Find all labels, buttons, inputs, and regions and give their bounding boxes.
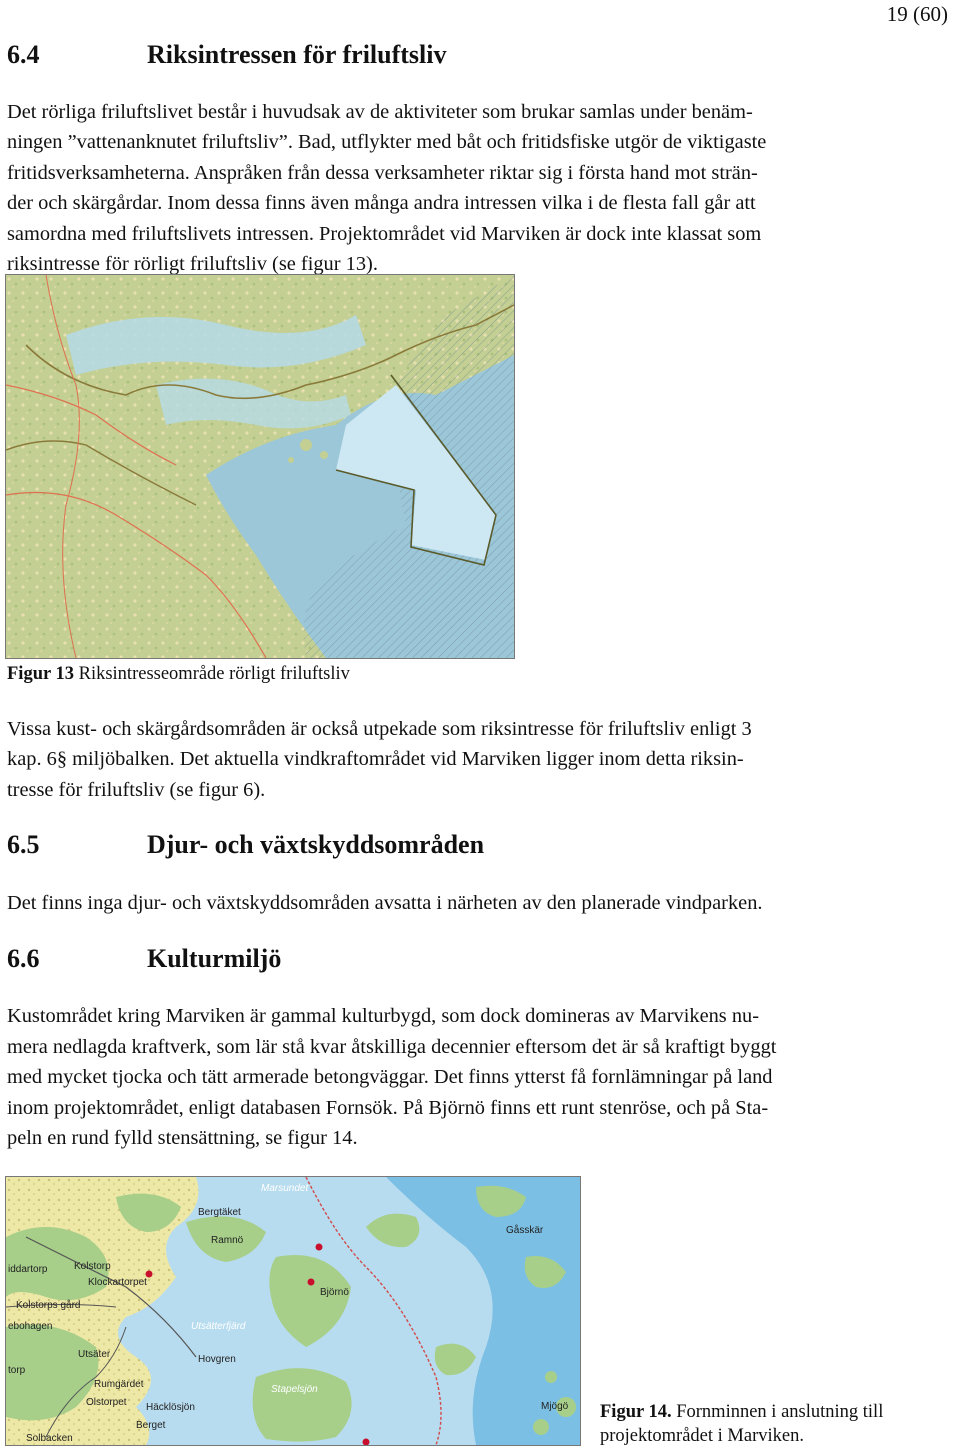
section-6-6-paragraph (7, 1001, 957, 1154)
map-label-rebohagen: ebohagen (8, 1321, 53, 1332)
text-line: kap. 6§ miljöbalken. Det aktuella vindkraftområdet vid Marviken ligger inom detta riksin- (7, 748, 744, 771)
text-line: peln en rund fylld stensättning, se figur 14. (7, 1127, 358, 1149)
map-label-liddartorp: iddartorp (8, 1264, 48, 1275)
section-6-4-heading (7, 40, 707, 76)
section-6-6-heading (7, 944, 707, 980)
text-line: Det rörliga friluftslivet består i huvudsak av de aktiviteter som brukar samlas under benäm- (7, 101, 753, 123)
map-label-kolstorps-gard: Kolstorps gård (16, 1300, 81, 1311)
map-label-ramno: Ramnö (211, 1235, 244, 1246)
fornlamning-marker (308, 1279, 315, 1286)
map-label-olstorpet: Olstorpet (86, 1397, 127, 1408)
text-line: tresse för friluftsliv (se figur 6). (7, 778, 266, 801)
text-line: der och skärgårdar. Inom dessa finns även många andra intressen vilka i de flesta fall går att (7, 192, 756, 215)
map-label-rumgardet: Rumgärdet (94, 1379, 144, 1390)
text-line: riksintresse för rörligt friluftsliv (se figur 13). (7, 253, 378, 276)
page-number: 19 (60) (886, 2, 948, 26)
map-label-berget: Berget (136, 1420, 166, 1431)
map-label-hackelsjon: Häcklösjön (146, 1402, 195, 1413)
map-label-mjogo: Mjögö (541, 1401, 569, 1412)
map-label-stapelsjon: Stapelsjön (271, 1384, 318, 1395)
text-line: samordna med friluftslivets intressen. Projektområdet vid Marviken är dock inte klassat som (7, 222, 762, 245)
map-label-utsater: Utsäter (78, 1349, 111, 1360)
map-label-solbacken: Solbacken (26, 1433, 73, 1444)
figure-label: Figur 13 (7, 664, 74, 684)
map-label-gasskar: Gåsskär (506, 1225, 544, 1236)
riksintresse-paragraph (7, 714, 953, 805)
figure-14-caption (600, 1400, 956, 1448)
section-6-5-paragraph (7, 888, 953, 918)
text-line: fritidsverksamheterna. Anspråken från dessa verksamheter riktar sig i första hand mot strän- (7, 161, 758, 184)
figure-13-caption (7, 664, 707, 685)
text-line: med mycket tjocka och tätt armerade betongväggar. Det finns ytterst få fornlämningar på land (7, 1066, 773, 1088)
text-line: Det finns inga djur- och växtskyddsområden avsatta i närheten av den planerade vindparken. (7, 892, 763, 914)
section-6-5-heading (7, 830, 707, 866)
section-number: 6.6 (7, 944, 40, 973)
fornlamning-marker (316, 1244, 323, 1251)
figure-13-map (5, 274, 515, 659)
text-line: inom projektområdet, enligt databasen Fornsök. På Björnö finns ett runt stenröse, och på Sta- (7, 1096, 769, 1119)
map-label-bergtaket: Bergtäket (198, 1207, 241, 1218)
section-title: Riksintressen för friluftsliv (147, 40, 447, 69)
section-number: 6.4 (7, 40, 40, 69)
figure-label: Figur 14. (600, 1402, 672, 1422)
map-label-klockartorpet: Klockartorpet (88, 1277, 147, 1288)
section-title: Kulturmiljö (147, 944, 282, 973)
section-title: Djur- och växtskyddsområden (147, 830, 485, 859)
map-label-marsundet: Marsundet (261, 1183, 309, 1194)
map-label-torp: torp (8, 1365, 26, 1376)
figure-caption-text: Riksintresseområde rörligt friluftsliv (73, 664, 350, 684)
text-line: Kustområdet kring Marviken är gammal kulturbygd, som dock domineras av Marvikens nu- (7, 1005, 760, 1027)
map-label-hovgren: Hovgren (198, 1354, 236, 1365)
figure-caption-text: Fornminnen i anslutning till (671, 1402, 884, 1422)
map-label-bjorno: Björnö (320, 1287, 349, 1298)
section-number: 6.5 (7, 830, 40, 859)
map-label-utsatterfjard: Utsätterfjärd (191, 1321, 246, 1332)
fornminnen-map-graphic (6, 1177, 580, 1445)
figure-14-map (5, 1176, 581, 1446)
text-line: mera nedlagda kraftverk, som lär stå kvar åtskilliga decennier eftersom det är så kraftigt byggt (7, 1035, 777, 1058)
figure-caption-text: projektområdet i Marviken. (600, 1426, 804, 1446)
map-label-kolstorp: Kolstorp (74, 1261, 111, 1272)
riksintresse-map-graphic (6, 275, 514, 658)
section-6-4-paragraph (7, 97, 953, 279)
text-line: ningen ”vattenanknutet friluftsliv”. Bad, utflykter med båt och fritidsfiske utgör de viktigaste (7, 131, 767, 154)
text-line: Vissa kust- och skärgårdsområden är också utpekade som riksintresse för friluftsliv enligt 3 (7, 718, 752, 740)
